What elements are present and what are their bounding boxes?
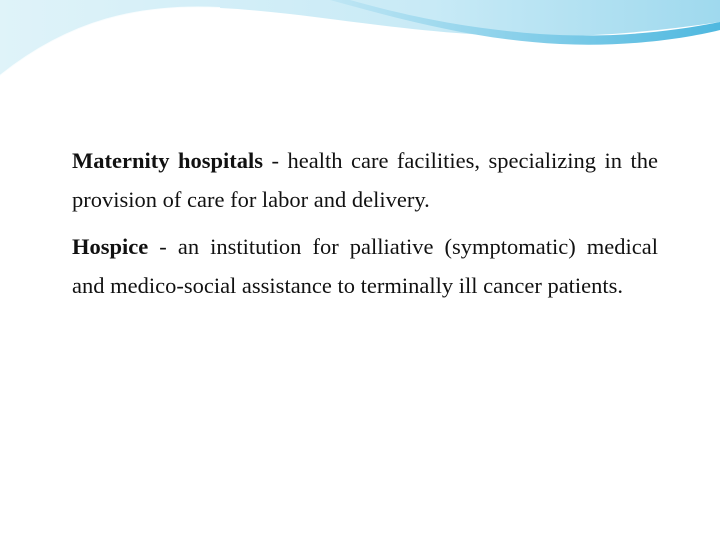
definition-text-maternity: - health care facilities, specializing in the provision of care for labor and delivery. xyxy=(72,148,658,212)
definition-paragraph-hospice xyxy=(72,228,658,305)
slide-body xyxy=(72,142,658,305)
definition-text-hospice: - an institution for palliative (symptomatic) medical and medico-social assistance to terminally ill cancer patients. xyxy=(72,234,658,298)
definition-paragraph-maternity xyxy=(72,142,658,219)
term-hospice: Hospice xyxy=(72,234,149,259)
term-maternity-hospitals: Maternity hospitals xyxy=(72,148,263,173)
header-wave-decoration xyxy=(0,0,720,90)
